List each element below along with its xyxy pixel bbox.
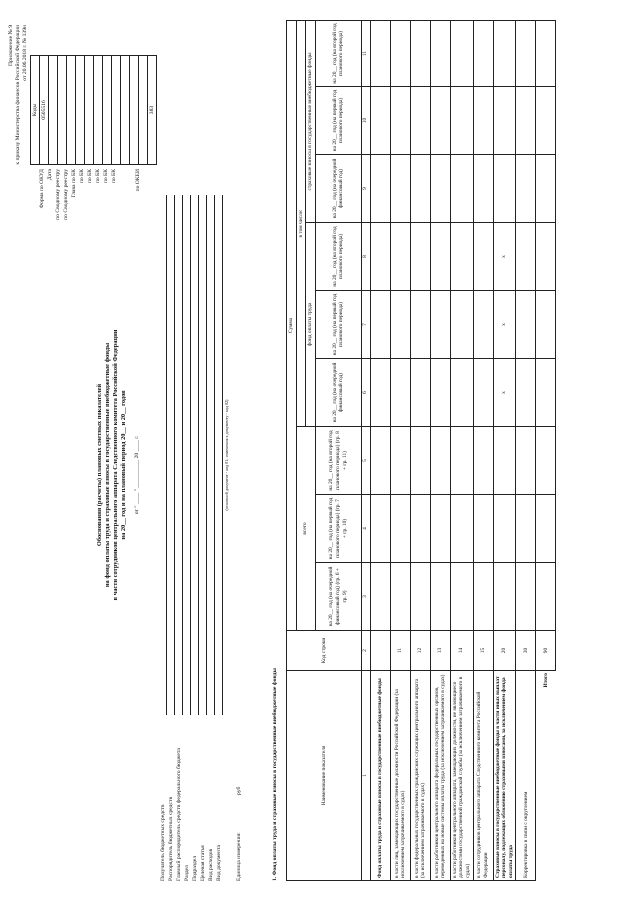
row-label: в части сотрудников центрального аппарата Следственного комитета Российской Федерации [473,671,493,881]
table-cell: x [493,359,516,427]
table-cell [410,427,430,495]
label-reestr-2: по Сводному реестру [63,169,69,220]
code-bk-3 [103,56,112,165]
row-code [370,631,390,671]
col-number: 4 [361,495,370,563]
code-blank-1 [130,56,139,165]
table-cell [516,20,536,86]
table-cell [473,87,493,155]
table-row [516,20,536,880]
table-cell [516,495,536,563]
table-cell [450,87,473,155]
label-bk-3: по БК [95,169,101,184]
table-row [410,20,430,880]
header-including: в том числе: [296,20,306,426]
table-cell [370,427,390,495]
table-cell [450,427,473,495]
table-cell [430,427,450,495]
code-bk-5 [121,56,130,165]
subcol-6: на 20__ год (на очередной финансовый год) [315,359,361,427]
label-reestr-1: по Сводному реестру [55,169,61,220]
row-code: 15 [473,631,493,671]
table-cell [536,427,556,495]
table-row [430,20,450,880]
table-cell [493,563,516,631]
title-line-2: на фонд оплаты труда и страховые взносы в государственные внебюджетные фонды [104,342,111,588]
table-cell [410,87,430,155]
code-bk-4 [112,56,121,165]
table-cell [450,563,473,631]
col-number: 10 [361,87,370,155]
table-cell [450,291,473,359]
table-cell [410,20,430,86]
col-number: 7 [361,291,370,359]
subcol-3: на 20__ год (на очередной финансовый год) (гр. 6 + гр. 9) [315,563,361,631]
table-cell [536,155,556,223]
row-label: в части лиц, замещающих государственные должности Российской Федерации (за исключением затрачиваемого в судах) [390,671,410,881]
label-date: Дата [47,169,53,181]
table-cell [370,563,390,631]
table-cell [390,359,410,427]
table-cell [493,20,516,86]
code-okei: 383 [148,56,157,165]
subcol-7: на 20__ год (на первый год планового периода) [315,291,361,359]
row-label: Фонд оплаты труда и страховые взносы в государственные внебюджетные фонды [370,671,390,881]
code-reestr-2 [67,56,76,165]
label-bk-4: по БК [103,169,109,184]
appendix-line-3: от 20.06.2018 г. № 139н [22,25,28,81]
table-cell [410,563,430,631]
col-number: 6 [361,359,370,427]
label-bk-1: по БК [79,169,85,184]
table-cell [473,20,493,86]
row-label: Страховые взносы в государственные внебюджетные фонды в части иных выплат персоналу, подлежащих обложению страховыми взносами, за исключением фонда оплаты труда [493,671,516,881]
table-cell [410,291,430,359]
table-cell [430,87,450,155]
table-cell [536,359,556,427]
table-row [536,20,556,880]
table-cell: x [493,223,516,291]
table-cell [430,563,450,631]
table-row [473,20,493,880]
table-cell [430,495,450,563]
col-number: 9 [361,155,370,223]
field-label-doc-type: Вид документа [216,845,222,881]
table-cell [536,223,556,291]
header-insurance: страховые взносы в государственные внебюджетные фонды [306,20,316,222]
table-cell [430,155,450,223]
table-cell [473,359,493,427]
main-table [286,20,556,881]
label-bk-2: по БК [87,169,93,184]
table-cell [473,563,493,631]
code-bk-2 [94,56,103,165]
code-okud: 0505516 [40,56,49,165]
table-cell [473,291,493,359]
table-row [390,20,410,880]
section-title: 1. Фонд оплаты труда и страховые взносы в государственные внебюджетные фонды [272,668,278,881]
field-label-distributor: Распорядитель бюджетных средств [168,796,174,881]
table-cell [516,427,536,495]
table-cell [410,223,430,291]
table-cell [410,495,430,563]
table-cell [536,291,556,359]
table-cell [493,427,516,495]
code-reestr-1 [58,56,67,165]
unit-label: Единица измерения: [236,832,242,881]
row-code: 12 [410,631,430,671]
doc-type-hint: (основной документ - код 01; изменения к документу - код 02) [224,399,229,511]
appendix-line-2: к приказу Министерства финансов Российской Федерации [15,25,21,165]
row-label: в части работников центрального аппарата федеральных государственных органов, переведенных на новые системы оплаты труда (за исключением затрачиваемого в судах) [430,671,450,881]
table-cell [493,155,516,223]
table-cell [516,87,536,155]
unit-value: руб [236,786,242,795]
code-glava [76,56,85,165]
code-bk-1 [85,56,94,165]
title-line-3: в части сотрудников центрального аппарата Следственного комитета Российской Федерации [112,329,119,601]
table-cell [390,563,410,631]
col-number: 8 [361,223,370,291]
title-line-1: Обоснования (расчеты) плановых сметных показателей [96,383,103,547]
table-cell [370,291,390,359]
table-cell [473,495,493,563]
table-cell [370,155,390,223]
code-blank-2 [139,56,148,165]
label-okud: Форма по ОКУД [39,169,45,209]
table-cell [370,359,390,427]
field-label-receiver: Получатель бюджетных средств [160,804,166,881]
table-cell [390,427,410,495]
row-code: 20 [493,631,516,671]
table-body [370,20,556,880]
header-sum: Сумма [287,20,297,630]
row-code: 90 [536,631,556,671]
header-fot: фонд оплаты труда [306,223,316,427]
table-cell: x [493,291,516,359]
header-total: всего [296,427,315,631]
table-cell [430,223,450,291]
table-cell [390,291,410,359]
date-line: от " ____ " __________ 20 ____ г. [134,435,140,515]
table-cell [430,359,450,427]
table-cell [390,155,410,223]
subcol-8: на 20__ год (на второй год планового периода) [315,223,361,291]
table-cell [473,155,493,223]
table-cell [390,20,410,86]
col-number: 5 [361,427,370,495]
label-glava: Глава по БК [71,169,77,198]
subcol-10: на 20__ год (на первый год планового периода) [315,87,361,155]
subcol-4: на 20__ год (на первый год планового периода) (гр. 7 + гр. 10) [315,495,361,563]
row-label: в части федеральных государственных гражданских служащих центрального аппарата (за исключением затрачиваемого в судах) [410,671,430,881]
field-label-section: Раздел [184,865,190,881]
col-number: 11 [361,20,370,86]
title-line-4: на 20__ год и на плановый период 20__ и 20__ годов [120,390,127,540]
table-cell [516,291,536,359]
field-label-subsection: Подраздел [192,855,198,881]
codes-header: Коды [31,56,40,165]
table-cell [536,87,556,155]
row-label: в части работников центрального аппарата, замещающих должности, не являющиеся должностями государственной гражданской службы (за исключением затрачиваемого в судах) [450,671,473,881]
table-cell [390,87,410,155]
row-code: 11 [390,631,410,671]
row-code: 14 [450,631,473,671]
table-cell [516,359,536,427]
table-cell [450,495,473,563]
table-cell [370,223,390,291]
table-cell [450,223,473,291]
table-cell [450,20,473,86]
table-cell [536,495,556,563]
subcol-5: на 20__ год (на второй год планового периода) (гр. 8 + гр. 11) [315,427,361,495]
col-number: 2 [361,631,370,671]
table-cell [450,155,473,223]
table-cell [370,87,390,155]
label-bk-5: по БК [111,169,117,184]
appendix-line-1: Приложение № 9 [8,25,14,66]
field-label-target-article: Целевая статья [200,845,206,881]
table-cell [430,291,450,359]
table-row [370,20,390,880]
header-code: Код строки [287,631,362,671]
field-label-expense-type: Вид расходов [208,848,214,881]
codes-box [30,55,157,165]
col-number: 3 [361,563,370,631]
table-cell [516,155,536,223]
table-cell [390,495,410,563]
label-okei: по ОКЕИ [135,169,141,192]
table-cell [473,223,493,291]
code-date [49,56,58,165]
table-cell [390,223,410,291]
table-cell [370,495,390,563]
header-name: Наименование показателя [287,671,362,881]
row-code: 13 [430,631,450,671]
col-number: 1 [361,671,370,881]
table-cell [370,20,390,86]
table-cell [536,20,556,86]
table-cell [473,427,493,495]
table-row [450,20,473,880]
subcol-9: на 20__ год (на очередной финансовый год) [315,155,361,223]
row-label: Итого [536,671,556,881]
table-cell [410,359,430,427]
table-cell [536,563,556,631]
field-label-main-distributor: Главный распорядитель средств федерального бюджета [176,748,182,881]
table-cell [493,87,516,155]
table-cell [493,495,516,563]
table-cell [516,563,536,631]
table-cell [430,20,450,86]
table-cell [410,155,430,223]
subcol-11: на 20__ год (на второй год планового периода) [315,20,361,86]
table-row [493,20,516,880]
table-cell [516,223,536,291]
row-code: 30 [516,631,536,671]
table-cell [450,359,473,427]
row-label: Корректировка в связи с округлением [516,671,536,881]
